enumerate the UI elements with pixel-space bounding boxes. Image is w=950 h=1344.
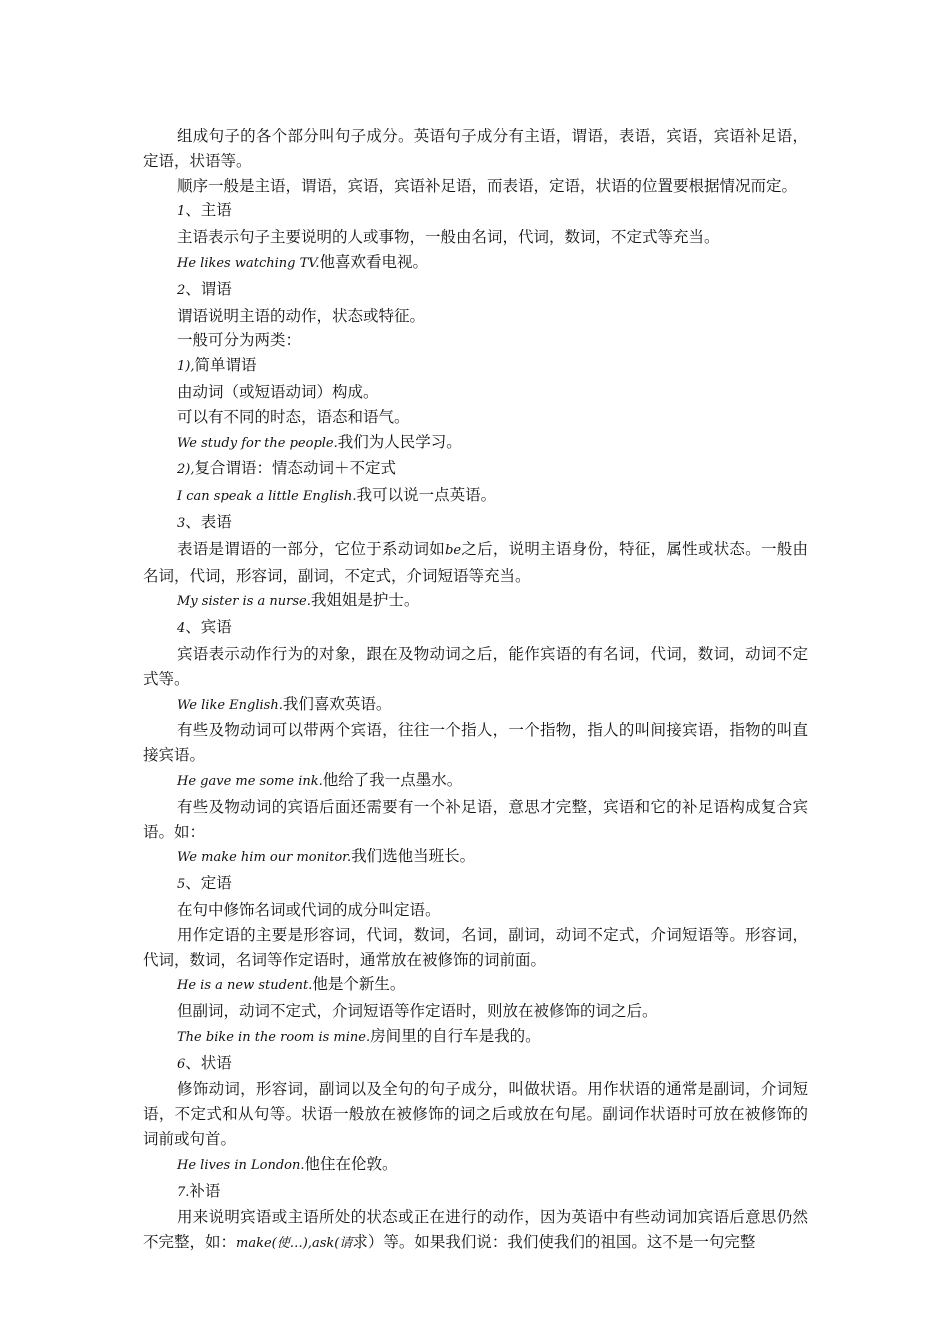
chinese-text: 、宾语 (185, 618, 232, 637)
chinese-text: 有些及物动词可以带两个宾语，往往一个指人，一个指物，指人的叫间接宾语，指物的叫直接宾语。 (143, 721, 808, 765)
english-text: My sister is a nurse. (177, 594, 311, 610)
paragraph (143, 353, 808, 380)
chinese-text: 但副词，动词不定式，介词短语等作定语时，则放在被修饰的词之后。 (177, 1002, 658, 1021)
chinese-text: 、表语 (185, 512, 232, 531)
english-text: The bike in the room is mine. (177, 1029, 371, 1045)
chinese-text: 用来说明宾语或主语所处的状态或正在进行的动作，因为英语中有些动词加宾语后意思仍然不完整，如： (143, 1208, 808, 1252)
paragraph (143, 198, 808, 225)
chinese-text: 主语表示句子主要说明的人或事物，一般由名词，代词，数词，不定式等充当。 (177, 228, 720, 247)
paragraph (143, 380, 808, 405)
english-text: 3 (177, 515, 186, 531)
chinese-text: 房间里的自行车是我的。 (370, 1026, 541, 1045)
chinese-text: 顺序一般是主语，谓语，宾语，宾语补足语，而表语，定语，状语的位置要根据情况而定。 (177, 176, 798, 195)
chinese-text: 之后，说明主语身份，特征，属性或状态。一般由名词，代词，形容词，副词，不定式，介词短语等充当。 (143, 539, 808, 585)
chinese-text: 他住在伦敦。 (304, 1154, 398, 1173)
paragraph (143, 405, 808, 430)
chinese-text: 用作定语的主要是形容词，代词，数词，名词，副词，动词不定式，介词短语等。形容词，代词，数词，名词等作定语时，通常放在被修饰的词前面。 (143, 925, 808, 969)
english-text: He lives in London. (177, 1157, 305, 1173)
paragraph (143, 692, 808, 719)
paragraph (143, 510, 808, 537)
paragraph (143, 174, 808, 199)
chinese-text: 、定语 (185, 874, 232, 893)
paragraph (143, 430, 808, 457)
paragraph (143, 795, 808, 845)
chinese-text: 复合谓语：情态动词＋不定式 (194, 459, 396, 478)
english-text: 4 (177, 621, 186, 637)
paragraph (143, 1205, 808, 1257)
paragraph (143, 923, 808, 973)
paragraph (143, 718, 808, 768)
chinese-text: 谓语说明主语的动作，状态或特征。 (177, 306, 426, 325)
chinese-text: 由动词（或短语动词）构成。 (177, 382, 379, 401)
chinese-text: 他喜欢看电视。 (319, 252, 429, 271)
paragraph (143, 1179, 808, 1206)
paragraph (143, 1152, 808, 1179)
chinese-text: 有些及物动词的宾语后面还需要有一个补足语，意思才完整，宾语和它的补足语构成复合宾语。如： (143, 797, 808, 841)
paragraph (143, 250, 808, 277)
chinese-text: 可以有不同的时态，语态和语气。 (177, 407, 410, 426)
chinese-text: 我姐姐是护士。 (310, 591, 420, 610)
english-text: 2), (177, 462, 195, 478)
chinese-text: 他是个新生。 (312, 975, 406, 994)
chinese-text: 简单谓语 (194, 356, 257, 375)
paragraph (143, 615, 808, 642)
english-text: He likes watching TV. (177, 255, 320, 271)
paragraph (143, 871, 808, 898)
paragraph (143, 328, 808, 353)
chinese-text: 表语是谓语的一部分，它位于系动词如 (177, 539, 446, 558)
chinese-text: 他给了我一点墨水。 (322, 770, 463, 789)
english-text: 5 (177, 877, 186, 893)
english-text: 2 (177, 282, 186, 298)
chinese-text: 我们为人民学习。 (337, 432, 462, 451)
english-text: We like English. (177, 697, 283, 713)
paragraph (143, 588, 808, 615)
chinese-text: 、状语 (185, 1053, 232, 1072)
english-text: 6 (177, 1056, 186, 1072)
english-text: be (445, 542, 462, 558)
paragraph (143, 642, 808, 692)
english-text: 1), (177, 359, 195, 375)
chinese-text: 在句中修饰名词或代词的成分叫定语。 (177, 900, 441, 919)
paragraph (143, 483, 808, 510)
paragraph (143, 1077, 808, 1151)
paragraph (143, 537, 808, 589)
english-text: 1 (177, 204, 186, 220)
chinese-text: 我们选他当班长。 (351, 847, 476, 866)
english-text: We make him our monitor. (177, 850, 352, 866)
chinese-text: 补语 (189, 1181, 221, 1200)
chinese-text: 、谓语 (185, 279, 232, 298)
chinese-text: 一般可分为两类： (177, 331, 302, 350)
english-text: He is a new student. (177, 978, 313, 994)
chinese-text: 组成句子的各个部分叫句子成分。英语句子成分有主语，谓语，表语，宾语，宾语补足语，定语，状语等。 (143, 127, 808, 170)
chinese-text: 宾语表示动作行为的对象，跟在及物动词之后，能作宾语的有名词，代词，数词，动词不定式等。 (143, 644, 808, 688)
paragraph (143, 456, 808, 483)
english-text: He gave me some ink. (177, 773, 323, 789)
english-text: make(使…),ask(请 (236, 1236, 353, 1252)
chinese-text: 修饰动词，形容词，副词以及全句的句子成分，叫做状语。用作状语的通常是副词，介词短语，不定式和从句等。状语一般放在被修饰的词之后或放在句尾。副词作状语时可放在被修饰的词前或句首。 (143, 1080, 808, 1149)
chinese-text: 、主语 (185, 201, 232, 220)
paragraph (143, 999, 808, 1024)
english-text: We study for the people. (177, 435, 338, 451)
paragraph (143, 768, 808, 795)
chinese-text: 我可以说一点英语。 (356, 486, 497, 505)
paragraph (143, 225, 808, 250)
paragraph (143, 898, 808, 923)
chinese-text: 我们喜欢英语。 (282, 694, 392, 713)
paragraph (143, 277, 808, 304)
paragraph (143, 972, 808, 999)
english-text: I can speak a little English. (177, 489, 357, 505)
paragraph (143, 124, 808, 174)
paragraph (143, 1051, 808, 1078)
paragraph (143, 1024, 808, 1051)
document-body (143, 124, 808, 1257)
paragraph (143, 844, 808, 871)
english-text: 7. (177, 1184, 190, 1200)
paragraph (143, 304, 808, 329)
chinese-text: 求）等。如果我们说：我们使我们的祖国。这不是一句完整 (352, 1233, 756, 1252)
